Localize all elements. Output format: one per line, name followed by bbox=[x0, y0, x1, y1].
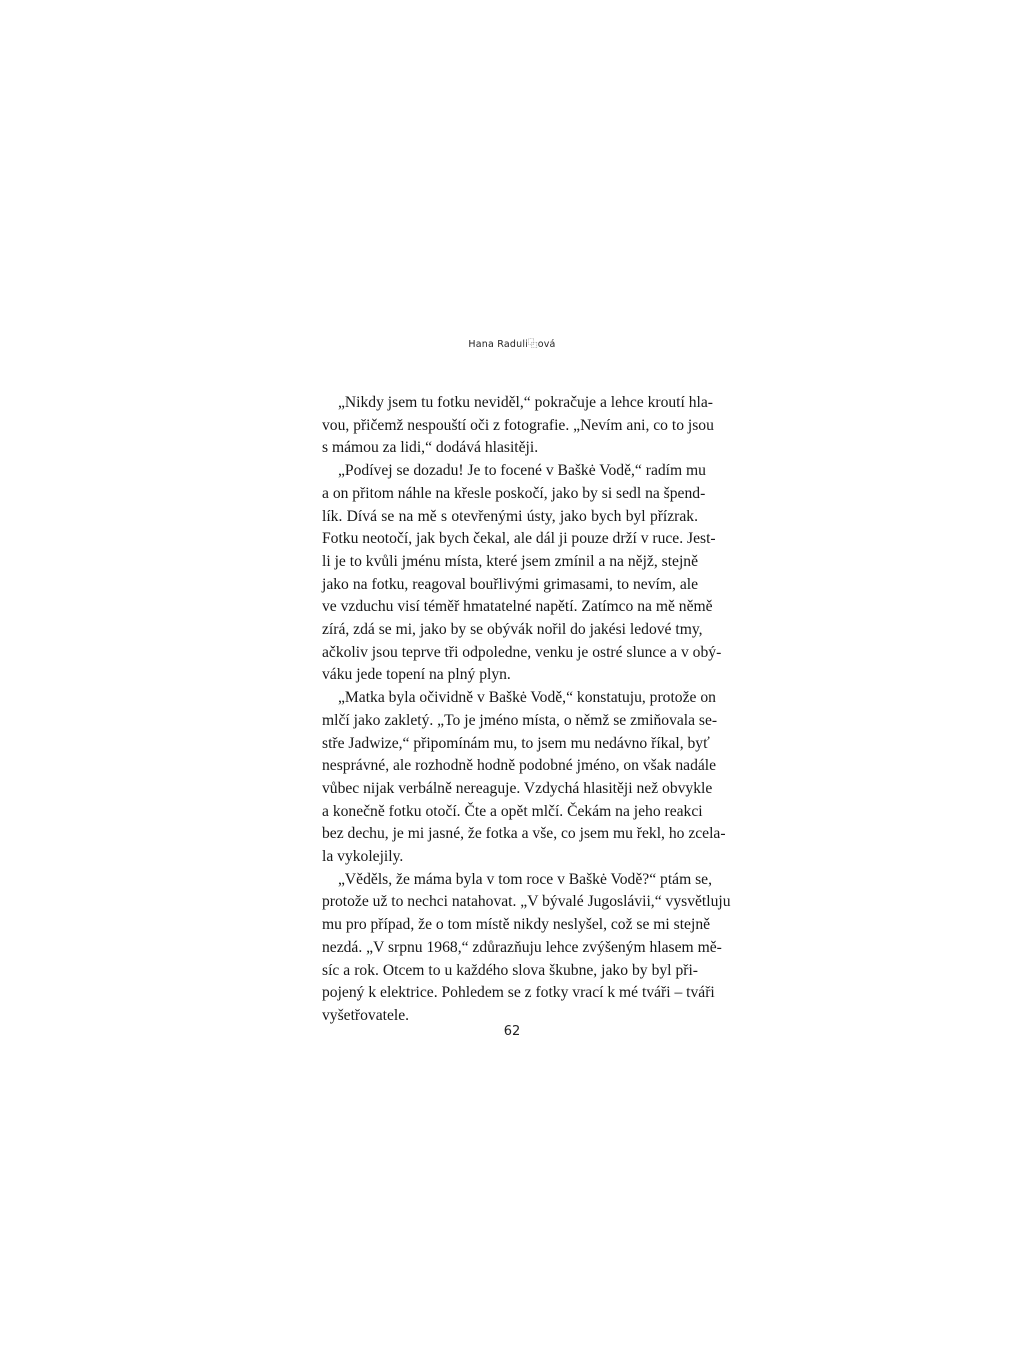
text-line: bez dechu, je mi jasné, že fotka a vše, co jsem mu řekl, ho zcela- bbox=[322, 825, 726, 843]
paragraph-2 bbox=[306, 460, 722, 687]
text-line: nezdá. „V srpnu 1968,“ zdůrazňuju lehce zvýšeným hlasem mě- bbox=[322, 938, 722, 956]
paragraph-1 bbox=[306, 392, 714, 460]
text-line: vůbec nijak verbálně nereaguje. Vzdychá hlasitěji než obvykle bbox=[322, 779, 713, 797]
text-line: lík. Dívá se na mě s otevřenými ústy, jako bych byl přízrak. bbox=[322, 507, 698, 525]
text-line: protože už to nechci natahovat. „V bývalé Jugoslávii,“ vysvětluju bbox=[322, 893, 731, 911]
page-number: 62 bbox=[503, 1024, 521, 1039]
paragraph-3 bbox=[306, 687, 726, 869]
running-head: Hana Raduli⿻ová bbox=[468, 339, 556, 350]
text-line: mu pro případ, že o tom místě nikdy neslyšel, což se mi stejně bbox=[322, 916, 711, 934]
text-line: a konečně fotku otočí. Čte a opět mlčí. Čekám na jeho reakci bbox=[322, 802, 703, 820]
text-line: zírá, zdá se mi, jako by se obývák nořil do jakési ledové tmy, bbox=[322, 621, 703, 639]
text-line: s mámou za lidi,“ dodává hlasitěji. bbox=[322, 439, 539, 457]
text-line: li je to kvůli jménu místa, které jsem zmínil a na nějž, stejně bbox=[322, 552, 698, 570]
body-text bbox=[306, 392, 731, 1028]
text-line: „Matka byla očividně v Baškė Vodě,“ konstatuju, protože on bbox=[338, 689, 716, 707]
text-line: vou, přičemž nespouští oči z fotografie. „Nevím ani, co to jsou bbox=[322, 416, 714, 434]
text-line: nesprávné, ale rozhodně hodně podobné jméno, on však nadále bbox=[322, 757, 717, 775]
text-line: vyšetřovatele. bbox=[322, 1006, 410, 1024]
text-line: a on přitom náhle na křesle poskočí, jako by si sedl na špend- bbox=[322, 484, 706, 502]
text-line: síc a rok. Otcem to u každého slova škubne, jako by byl při- bbox=[322, 961, 698, 979]
text-line: ačkoliv jsou teprve tři odpoledne, venku je ostré slunce a v obý- bbox=[322, 643, 722, 661]
text-line: „Věděls, že máma byla v tom roce v Baškė Vodě?“ ptám se, bbox=[338, 870, 712, 888]
text-line: stře Jadwize,“ připomínám mu, to jsem mu nedávno říkal, byť bbox=[322, 734, 710, 752]
text-line: ve vzduchu visí téměř hmatatelné napětí. Zatímco na mě němě bbox=[322, 598, 713, 616]
text-line: váku jede topení na plný plyn. bbox=[322, 666, 511, 684]
text-line: Fotku neotočí, jak bych čekal, ale dál ji pouze drží v ruce. Jest- bbox=[322, 530, 716, 548]
text-line: la vykolejily. bbox=[322, 848, 404, 866]
text-line: „Nikdy jsem tu fotku neviděl,“ pokračuje a lehce kroutí hla- bbox=[338, 394, 713, 411]
text-line: pojený k elektrice. Pohledem se z fotky vrací k mé tváři – tváři bbox=[322, 984, 715, 1002]
paragraph-4 bbox=[306, 869, 731, 1028]
text-line: mlčí jako zakletý. „To je jméno místa, o němž se zmiňovala se- bbox=[322, 711, 718, 729]
text-line: jako na fotku, reagoval bouřlivými grimasami, to nevím, ale bbox=[322, 575, 698, 593]
text-line: „Podívej se dozadu! Je to focené v Baškė Vodě,“ radím mu bbox=[338, 462, 706, 480]
